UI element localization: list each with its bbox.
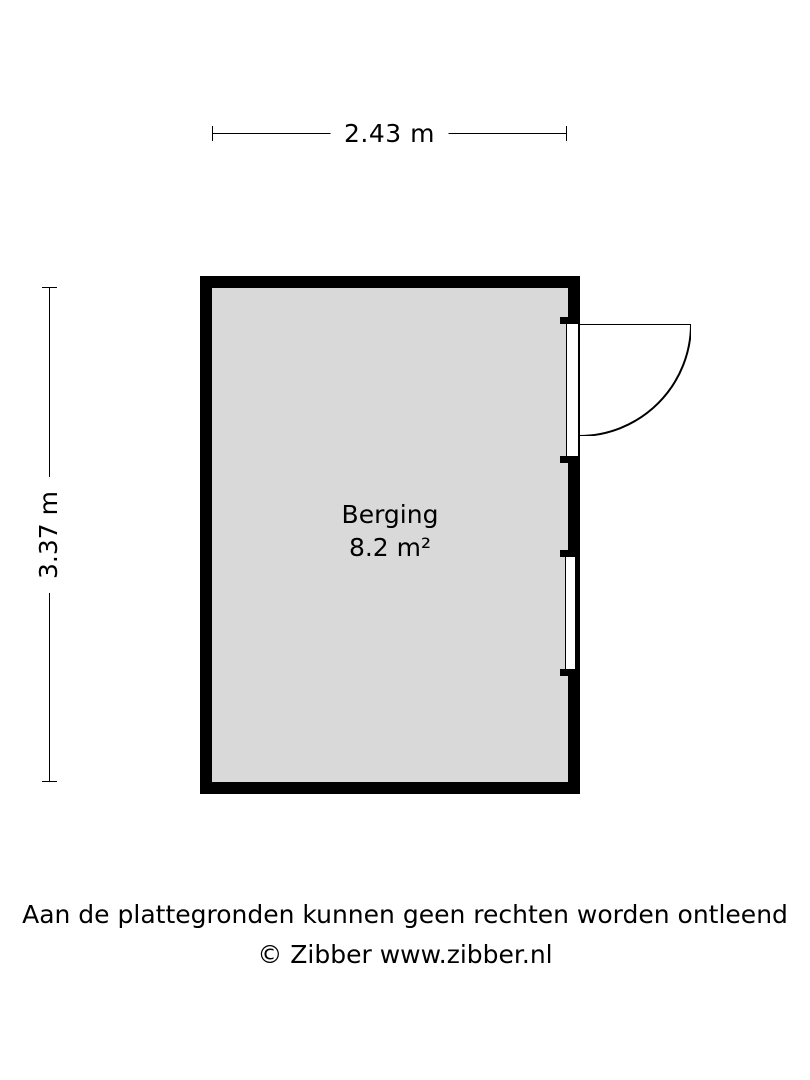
dimension-height-tick-bottom — [42, 781, 57, 782]
dimension-width-tick-right — [566, 126, 567, 141]
dimension-width — [212, 118, 567, 158]
door-leaf — [566, 324, 579, 456]
dimension-height — [30, 287, 90, 782]
room-outline — [200, 276, 580, 794]
exterior-wall — [200, 276, 580, 794]
footer-disclaimer: Aan de plattegronden kunnen geen rechten worden ontleend — [22, 900, 788, 929]
dimension-width-tick-left — [212, 126, 213, 141]
window-pane — [565, 557, 576, 669]
window-bottom-right — [560, 557, 580, 669]
footer-copyright: © Zibber www.zibber.nl — [257, 940, 553, 969]
door-jamb-top — [560, 317, 580, 324]
footer — [0, 895, 810, 975]
door-jamb-bottom — [560, 456, 580, 463]
dimension-height-label: 3.37 m — [33, 477, 65, 593]
window-cap-top — [560, 550, 580, 557]
door-swing-arc — [579, 324, 691, 436]
dimension-height-tick-top — [42, 287, 57, 288]
room-name-label: Berging — [341, 500, 439, 529]
dimension-width-label: 2.43 m — [330, 118, 449, 150]
door-top-right — [560, 324, 690, 456]
room-area-label: 8.2 m² — [348, 533, 432, 562]
window-cap-bottom — [560, 669, 580, 676]
